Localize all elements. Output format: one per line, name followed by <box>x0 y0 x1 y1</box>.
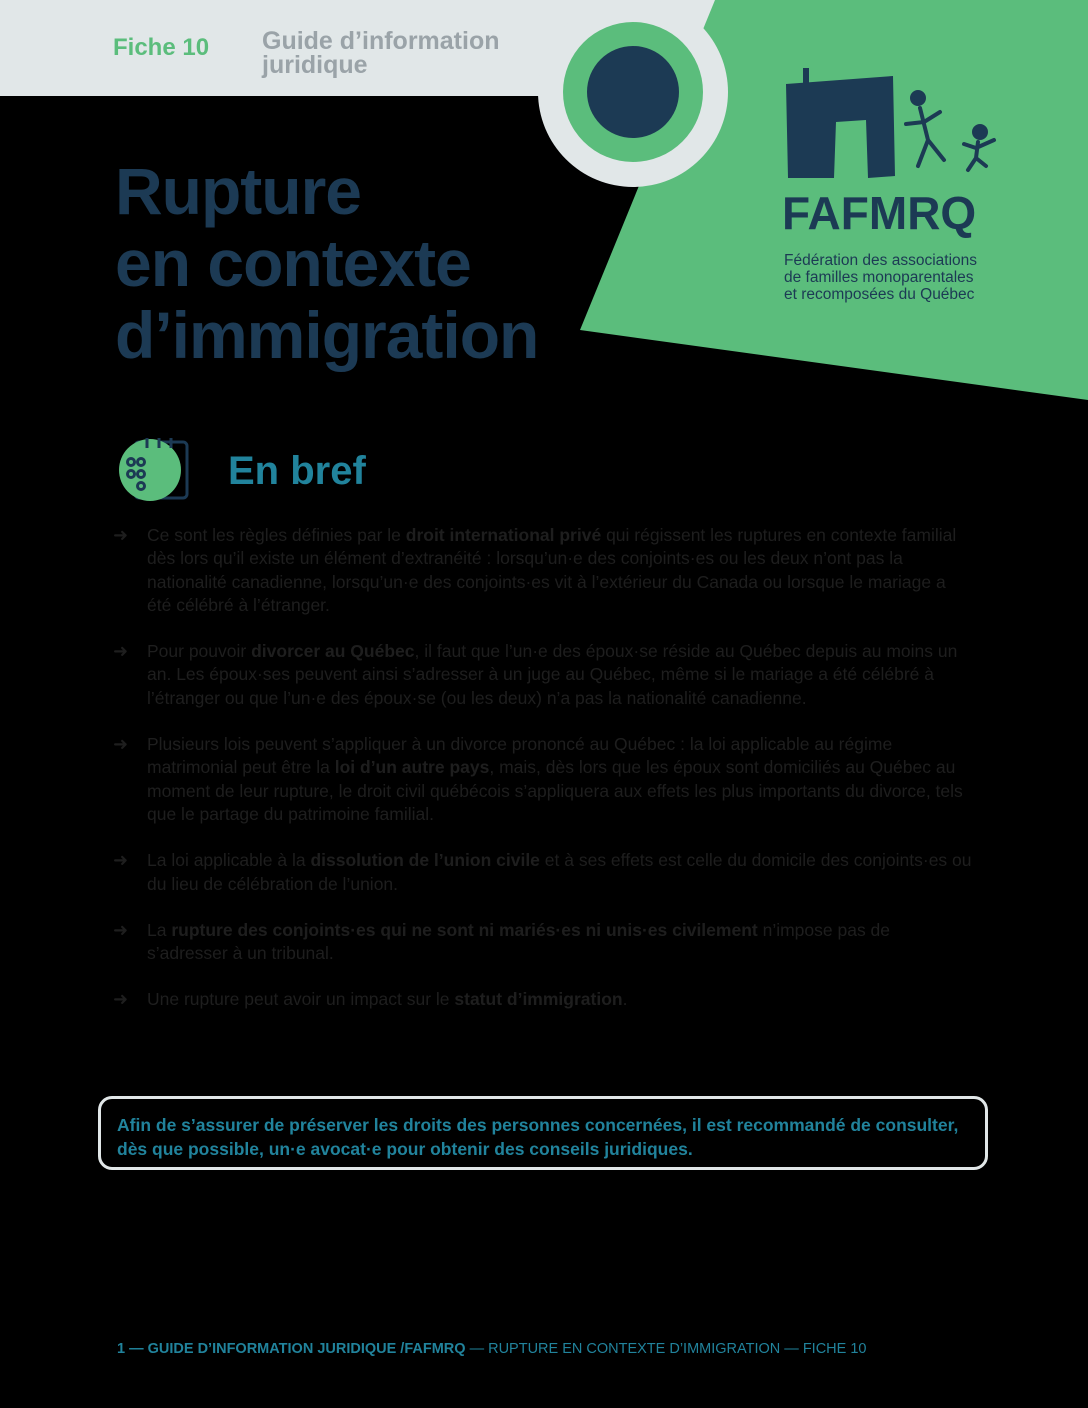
arrow-icon: ➜ <box>113 525 129 545</box>
list-item: ➜ La rupture des conjoints·es qui ne sont ni mariés·es ni unis·es civilement n’impose pas de s’adresser à un tribunal. <box>113 919 891 964</box>
notepad-icon <box>117 434 193 504</box>
footer-rest: — RUPTURE EN CONTEXTE D’IMMIGRATION — FICHE 10 <box>465 1341 867 1357</box>
logo-subtitle: Fédération des associations de familles monoparentales et recomposées du Québec <box>784 252 978 303</box>
fiche-label: Fiche 10 <box>113 34 210 61</box>
arrow-icon: ➜ <box>113 989 129 1010</box>
logo-name: FAFMRQ <box>782 187 977 239</box>
decorative-dot <box>587 46 679 138</box>
list-item: ➜ Une rupture peut avoir un impact sur le statut d’immigration. <box>113 988 973 1011</box>
list-item: ➜ Ce sont les règles définies par le droit international privé qui régissent les ruptures en contexte familial dès lors qu’il existe un élément d’extranéité : lorsqu’un·e des conjoints·es ou les deux n’ont pas la nationalité canadienne, lorsqu’un·e des conjoints·es vit à l’extérieur du Canada ou lorsque le mariage a été célébré à l’étranger. <box>113 525 957 615</box>
page-footer <box>117 1341 866 1357</box>
list-item: ➜ La loi applicable à la dissolution de l’union civile et à ses effets est celle du domicile des conjoints·es ou du lieu de célébration de l’union. <box>113 850 972 894</box>
arrow-icon: ➜ <box>113 919 129 940</box>
list-item: ➜ Plusieurs lois peuvent s’appliquer à un divorce prononcé au Québec : la loi applicable au régime matrimonial peut être la loi d’un autre pays, mais, dès lors que les époux sont domiciliés au Québec au moment de leur rupture, le droit civil québécois s’appliquera aux effets les plus importants du divorce, tels que le partage du patrimoine familial. <box>113 734 963 824</box>
recommendation-box: Afin de s’assurer de préserver les droits des personnes concernées, il est recommandé de consulter, dès que possible, un·e avocat·e pour obtenir des conseils juridiques. <box>98 1096 988 1170</box>
arrow-icon: ➜ <box>113 734 129 755</box>
page-title: Rupture en contexte d’immigration <box>115 154 539 372</box>
arrow-icon: ➜ <box>113 641 129 662</box>
guide-label: Guide d’information juridique <box>262 27 500 79</box>
bullet-list <box>113 524 973 1012</box>
section-title: En bref <box>228 449 366 493</box>
list-item: ➜ Pour pouvoir divorcer au Québec, il faut que l’un·e des époux·se réside au Québec depuis au moins un an. Les époux·ses peuvent ainsi s’adresser à un juge au Québec, même si le mariage a été célébré à l’étranger ou que l’un·e des époux·se (ou les deux) n’a pas la nationalité canadienne. <box>113 641 958 708</box>
arrow-icon: ➜ <box>113 850 129 871</box>
footer-bold: 1 — GUIDE D’INFORMATION JURIDIQUE /FAFMRQ <box>117 1341 466 1357</box>
